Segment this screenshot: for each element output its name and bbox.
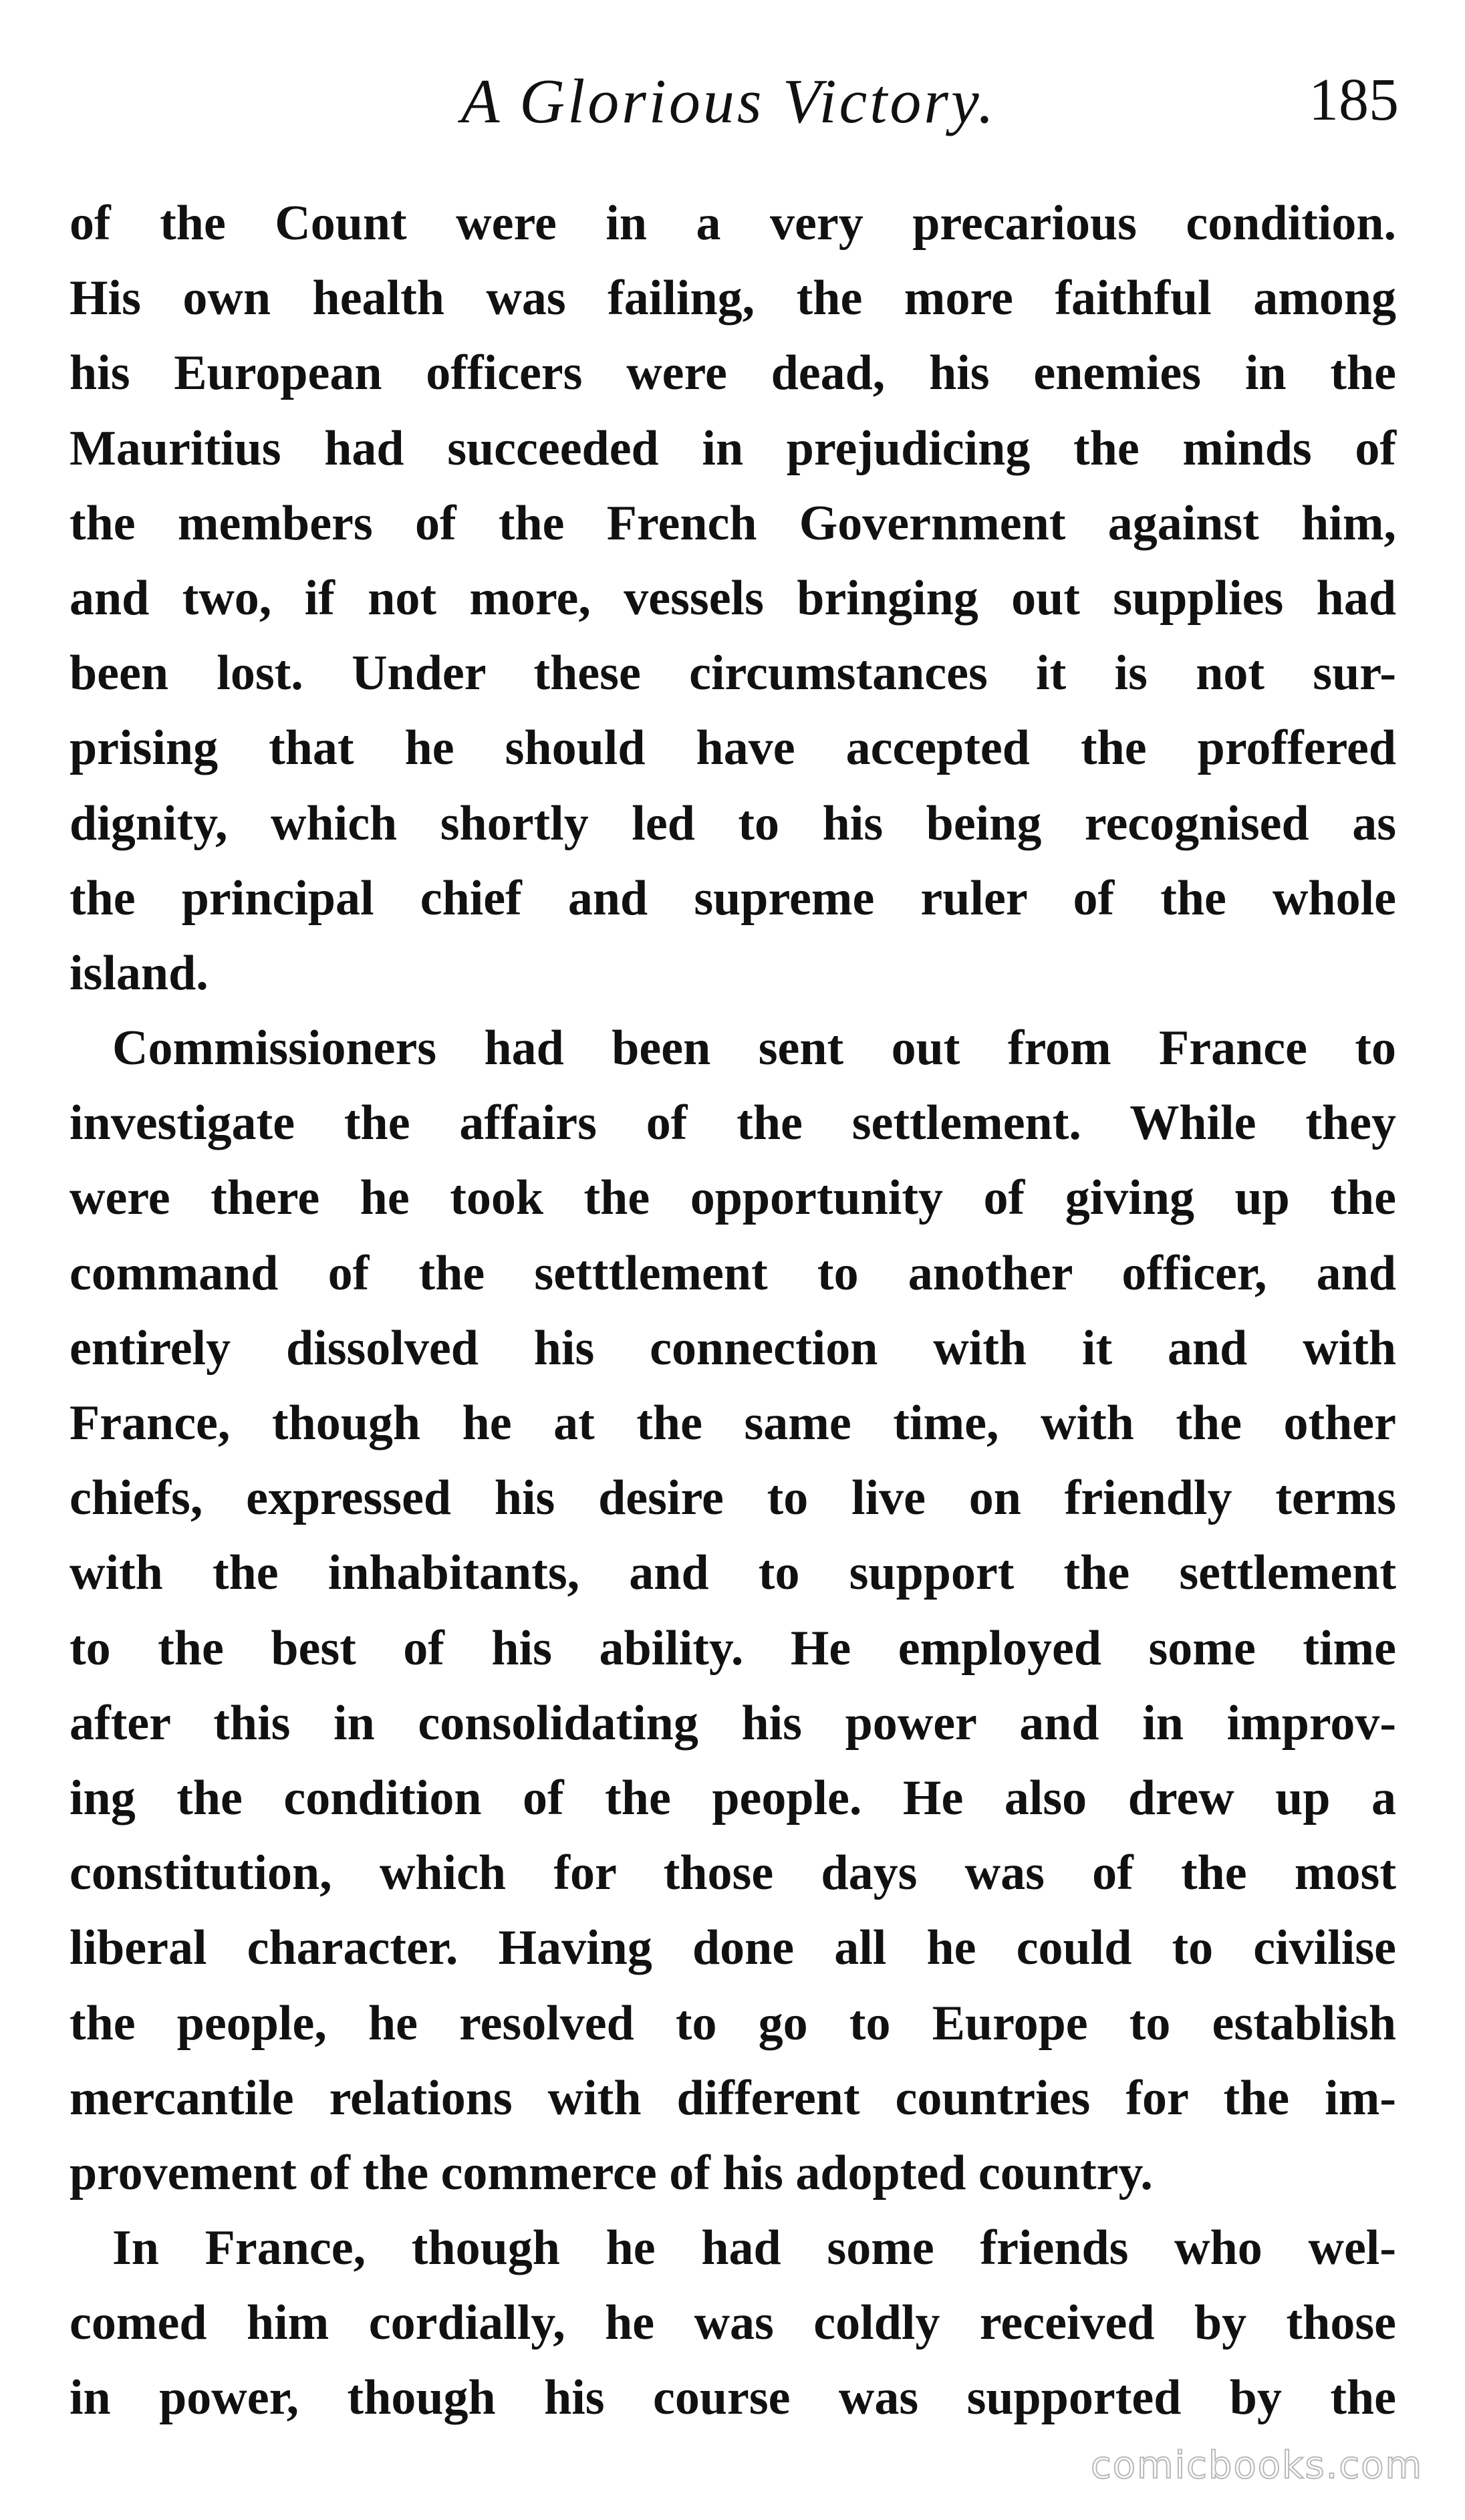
text-line: prising that he should have accepted the proffered bbox=[70, 721, 1396, 776]
watermark: comicbooks.com bbox=[1091, 2444, 1424, 2487]
text-line: comed him cordially, he was coldly received by those bbox=[70, 2295, 1396, 2351]
text-line: His own health was failing, the more faithful among bbox=[70, 271, 1396, 326]
text-line: entirely dissolved his connection with it and with bbox=[70, 1320, 1396, 1376]
paragraph-first-line: Commissioners had been sent out from France to bbox=[112, 1021, 1396, 1076]
text-line: the principal chief and supreme ruler of the whole bbox=[70, 870, 1396, 926]
text-line: to the best of his ability. He employed some time bbox=[70, 1620, 1396, 1676]
text-line: after this in consolidating his power and in improv- bbox=[70, 1695, 1396, 1751]
running-title: A Glorious Victory. bbox=[461, 67, 997, 136]
text-line: France, though he at the same time, with the other bbox=[70, 1396, 1396, 1451]
running-head bbox=[0, 66, 1465, 139]
text-line: and two, if not more, vessels bringing out supplies had bbox=[70, 570, 1396, 626]
text-line: chiefs, expressed his desire to live on friendly terms bbox=[70, 1471, 1396, 1526]
text-line: constitution, which for those days was of the most bbox=[70, 1846, 1396, 1901]
text-line: the members of the French Government against him, bbox=[70, 495, 1396, 551]
text-line: mercantile relations with different countries for the im- bbox=[70, 2070, 1396, 2126]
text-line: island. bbox=[70, 945, 209, 1001]
text-line: ing the condition of the people. He also drew up a bbox=[70, 1770, 1396, 1825]
body-text bbox=[70, 186, 1396, 2436]
text-line: command of the setttlement to another officer, and bbox=[70, 1245, 1396, 1301]
text-line: in power, though his course was supported by the bbox=[70, 2370, 1396, 2426]
text-line: been lost. Under these circumstances it is not sur- bbox=[70, 646, 1396, 701]
text-line: with the inhabitants, and to support the settlement bbox=[70, 1545, 1396, 1601]
text-line: of the Count were in a very precarious condition. bbox=[70, 196, 1396, 251]
text-line: liberal character. Having done all he could to civilise bbox=[70, 1920, 1396, 1976]
text-line: his European officers were dead, his enemies in the bbox=[70, 346, 1396, 401]
text-line: were there he took the opportunity of giving up the bbox=[70, 1170, 1396, 1226]
paragraph-first-line: In France, though he had some friends who wel- bbox=[112, 2221, 1396, 2276]
text-line: Mauritius had succeeded in prejudicing the minds of bbox=[70, 420, 1396, 476]
page-number: 185 bbox=[1309, 67, 1399, 133]
text-line: investigate the affairs of the settlement. While they bbox=[70, 1096, 1396, 1151]
text-line: the people, he resolved to go to Europe to establish bbox=[70, 1995, 1396, 2051]
text-line: dignity, which shortly led to his being recognised as bbox=[70, 795, 1396, 851]
text-line: provement of the commerce of his adopted country. bbox=[70, 2145, 1153, 2200]
